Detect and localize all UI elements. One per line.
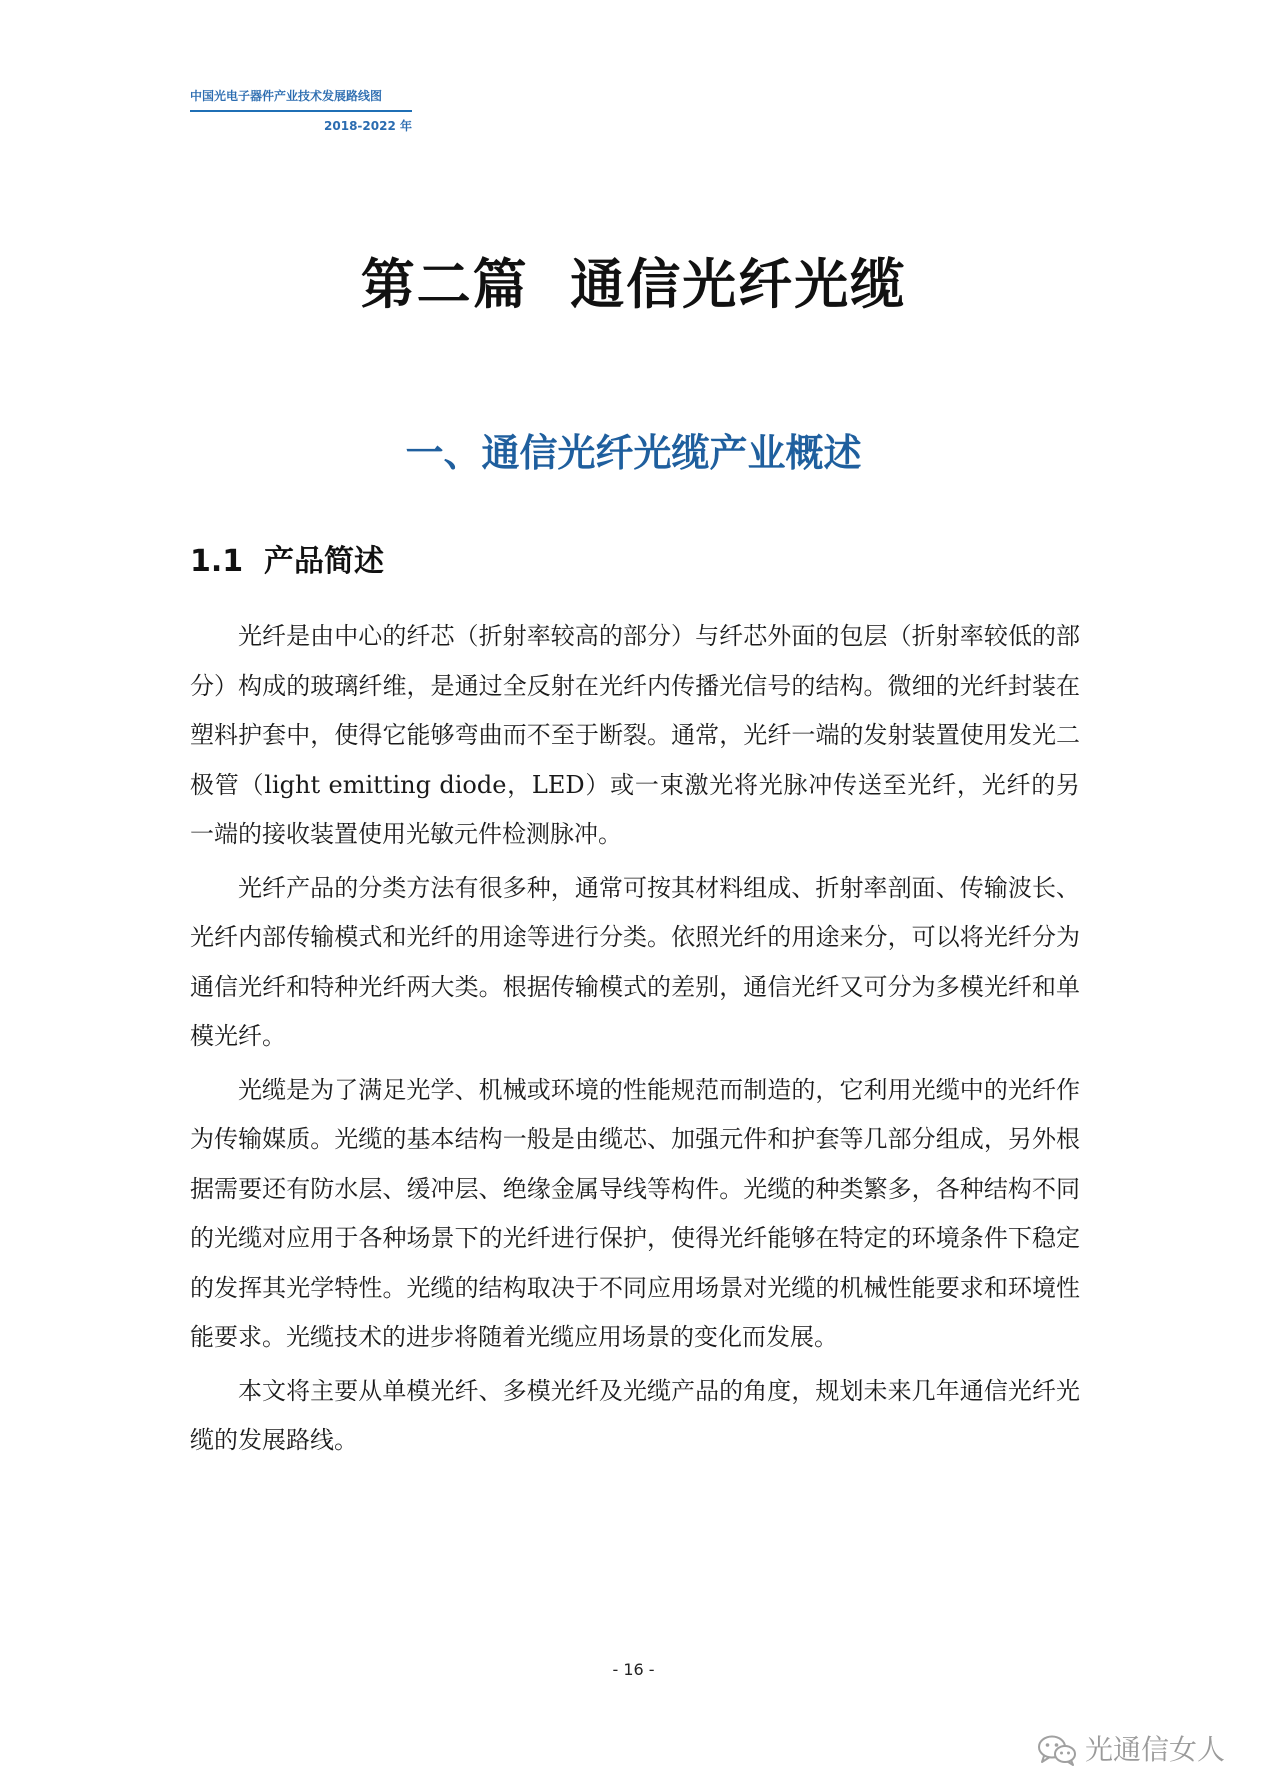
wechat-icon (1037, 1734, 1077, 1766)
running-header (190, 88, 412, 112)
section-title: 一、通信光纤光缆产业概述 (405, 431, 862, 475)
subsection-title: 1.1 产品简述 (190, 544, 385, 579)
paragraph: 光纤是由中心的纤芯（折射率较高的部分）与纤芯外面的包层（折射率较低的部分）构成的玻璃纤维，是通过全反射在光纤内传播光信号的结构。微细的光纤封装在塑料护套中，使得它能够弯曲而不至于断裂。通常，光纤一端的发射装置使用发光二极管（light emitting diode，LED）或一束激光将光脉冲传送至光纤，光纤的另一端的接收装置使用光敏元件检测脉冲。 (190, 622, 1080, 848)
paragraph: 光缆是为了满足光学、机械或环境的性能规范而制造的，它利用光缆中的光纤作为传输媒质。光缆的基本结构一般是由缆芯、加强元件和护套等几部分组成，另外根据需要还有防水层、缓冲层、绝缘金属导线等构件。光缆的种类繁多，各种结构不同的光缆对应用于各种场景下的光纤进行保护，使得光纤能够在特定的环境条件下稳定的发挥其光学特性。光缆的结构取决于不同应用场景对光缆的机械性能要求和环境性能要求。光缆技术的进步将随着光缆应用场景的变化而发展。 (190, 1075, 1080, 1351)
header-years: 2018-2022 年 (324, 119, 412, 133)
watermark-text: 光通信女人 (1084, 1733, 1225, 1766)
paragraph: 光纤产品的分类方法有很多种，通常可按其材料组成、折射率剖面、传输波长、光纤内部传输模式和光纤的用途等进行分类。依照光纤的用途来分，可以将光纤分为通信光纤和特种光纤两大类。根据传输模式的差别，通信光纤又可分为多模光纤和单模光纤。 (190, 873, 1080, 1050)
page-number: - 16 - (612, 1660, 655, 1679)
part-title: 第二篇 通信光纤光缆 (360, 253, 907, 316)
watermark (1037, 1732, 1225, 1768)
body-text (190, 612, 1080, 1470)
header-title: 中国光电子器件产业技术发展路线图 (190, 89, 383, 103)
paragraph: 本文将主要从单模光纤、多模光纤及光缆产品的角度，规划未来几年通信光纤光缆的发展路线。 (190, 1376, 1080, 1454)
